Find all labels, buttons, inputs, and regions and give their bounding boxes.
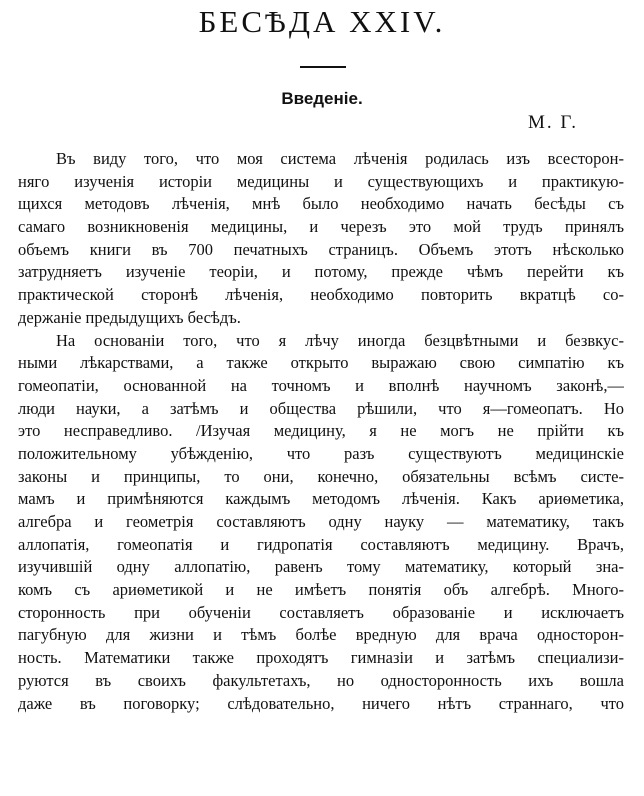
text-line: гомеопатіи, основанной на точномъ и вполнѣ научномъ законѣ,— (18, 375, 624, 395)
text-line: мамъ и примѣняются каждымъ методомъ лѣченія. Какъ ариѳметика, (18, 489, 624, 509)
text-line: законы и принципы, то они, конечно, обязательны всѣмъ систе- (18, 466, 624, 486)
text-line: щихся методовъ лѣченія, мнѣ было необходимо начать бесѣды съ (18, 194, 624, 214)
text-line: держаніе предыдущихъ бесѣдъ. (18, 307, 241, 327)
text-line: алгебра и геометрія составляютъ одну науку — математику, такъ (18, 512, 624, 531)
text-line: положительному убѣжденію, что разъ существуютъ медицинскіе (18, 443, 624, 463)
text-line: аллопатія, гомеопатія и гидропатія составляютъ медицину. Врачъ, (18, 534, 624, 554)
text-line: Въ виду того, что моя система лѣченія родилась изъ всесторон- (56, 149, 624, 168)
text-line: руются въ своихъ факультетахъ, но односторонность ихъ вошла (18, 670, 624, 690)
section-title: Введеніе. (281, 89, 363, 108)
text-line: практической сторонѣ лѣченія, необходимо повторить вкратцѣ со- (18, 285, 624, 305)
text-line: пагубную для жизни и тѣмъ болѣе вредную для врача односторон- (18, 625, 624, 645)
text-line: нягo изученія исторіи медицины и существующихъ и практикую- (18, 171, 624, 191)
text-line: даже въ поговорку; слѣдовательно, ничего нѣтъ страннаго, что (18, 693, 624, 713)
text-line: ными лѣкарствами, а также открыто выражаю свою симпатію къ (18, 353, 624, 373)
text-line: это несправедливо. /Изучая медицину, я не могъ не прійти къ (18, 421, 624, 441)
chapter-title: БЕСѢДА XXIV. (198, 4, 446, 39)
text-line: На основаніи того, что я лѣчу иногда безцвѣтными и безвкус- (56, 330, 624, 350)
text-line: изучившій одну аллопатію, равенъ тому математику, который зна- (18, 557, 624, 577)
text-line: затрудняетъ изученіе теоріи, и потому, прежде чѣмъ перейти къ (18, 262, 624, 282)
text-line: комъ съ ариѳметикой и не имѣетъ понятія объ алгебрѣ. Много- (18, 580, 624, 600)
title-divider (300, 66, 346, 68)
text-line: люди науки, а затѣмъ и общества рѣшили, что я—гомеопатъ. Но (18, 398, 624, 418)
text-line: сторонность при обученіи составляетъ образованіе и исключаетъ (18, 602, 624, 622)
text-line: объемъ книги въ 700 печатныхъ страницъ. Объемъ этотъ нѣсколько (18, 239, 624, 259)
salutation: М. Г. (528, 112, 578, 133)
body-text (18, 148, 624, 715)
text-line: самаго возникновенія медицины, и черезъ это мой трудъ принялъ (18, 217, 624, 237)
text-line: ность. Математики также проходятъ гимназіи и затѣмъ специализи- (18, 648, 624, 668)
